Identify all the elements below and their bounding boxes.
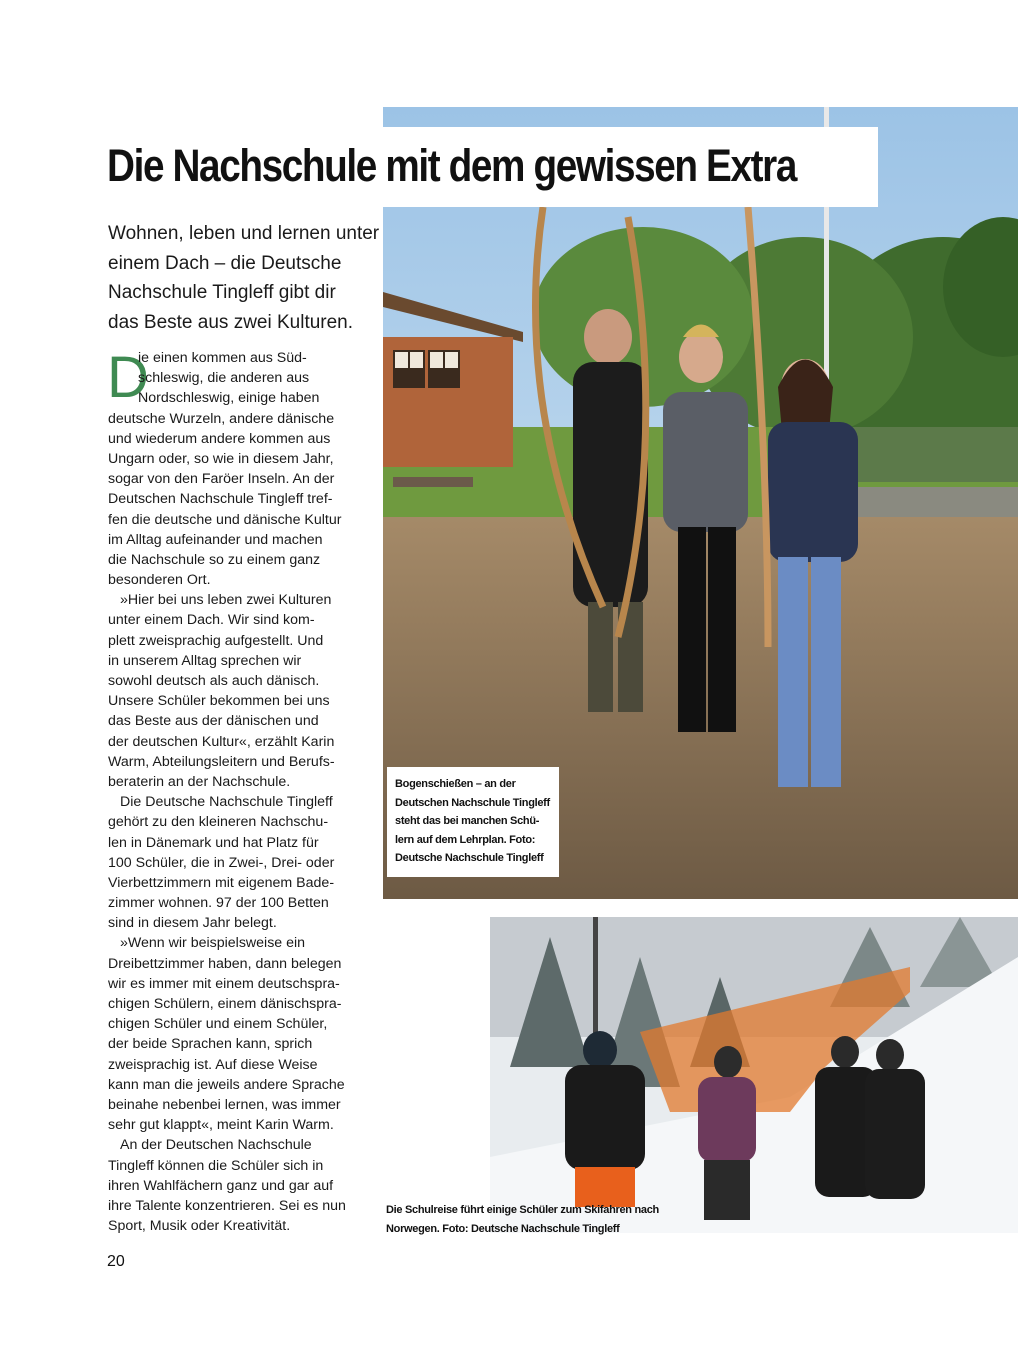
body-line: Warm, Abteilungsleitern und Berufs- — [108, 753, 335, 770]
body-line: sogar von den Faröer Inseln. An der — [108, 471, 335, 488]
caption-line: Norwegen. Foto: Deutsche Nachschule Tingleff — [386, 1222, 620, 1235]
lead-line: Wohnen, leben und lernen unter — [108, 223, 380, 244]
skiing-photo — [490, 917, 1018, 1233]
body-line: Nordschleswig, einige haben — [138, 390, 320, 407]
article-body — [107, 345, 360, 1236]
body-line: plett zweisprachig aufgestellt. Und — [108, 632, 324, 649]
body-line: besonderen Ort. — [108, 572, 211, 589]
body-line: chigen Schülern, einem dänischspra- — [108, 996, 342, 1012]
body-line: Unsere Schüler bekommen bei uns — [108, 693, 330, 710]
body-line: wir es immer mit einem deutschspra- — [108, 975, 340, 992]
caption-line: Deutschen Nachschule Tingleff — [395, 796, 550, 809]
body-line: sind in diesem Jahr belegt. — [108, 915, 277, 932]
body-line: Deutschen Nachschule Tingleff tref- — [108, 491, 333, 508]
body-line: der deutschen Kultur«, erzählt Karin — [108, 733, 335, 750]
drop-cap: D — [107, 345, 149, 410]
body-line: An der Deutschen Nachschule — [120, 1137, 312, 1154]
caption-line: Deutsche Nachschule Tingleff — [395, 852, 544, 864]
body-line: Vierbettzimmern mit eigenem Bade- — [108, 874, 335, 891]
body-line: deutsche Wurzeln, andere dänische — [108, 410, 335, 427]
article-title: Die Nachschule mit dem gewissen Extra — [107, 140, 796, 191]
body-line: der beide Sprachen kann, sprich — [108, 1036, 313, 1053]
body-line: Die Deutsche Nachschule Tingleff — [120, 794, 333, 811]
body-line: kann man die jeweils andere Sprache — [108, 1076, 345, 1093]
body-line: im Alltag aufeinander und machen — [108, 531, 323, 548]
caption-line: steht das bei manchen Schü- — [395, 815, 540, 827]
body-line: Tingleff können die Schüler sich in — [108, 1157, 324, 1174]
lead-line: einem Dach – die Deutsche — [108, 252, 342, 274]
caption-line: Bogenschießen – an der — [395, 778, 516, 790]
body-line: Sport, Musik oder Kreativität. — [108, 1218, 291, 1235]
body-line: Dreibettzimmer haben, dann belegen — [108, 955, 342, 972]
archery-caption — [387, 767, 559, 877]
body-line: fen die deutsche und dänische Kultur — [108, 511, 342, 528]
body-line: sowohl deutsch als auch dänisch. — [108, 673, 320, 689]
body-line: schleswig, die anderen aus — [138, 370, 310, 387]
body-line: in unserem Alltag sprechen wir — [108, 652, 302, 669]
body-line: das Beste aus der dänischen und — [108, 713, 319, 730]
body-line: Ungarn oder, so wie in diesem Jahr, — [108, 450, 334, 467]
body-line: unter einem Dach. Wir sind kom- — [108, 612, 315, 629]
body-line: chigen Schüler und einem Schüler, — [108, 1016, 328, 1033]
body-line: und wiederum andere kommen aus — [108, 430, 331, 447]
body-line: beraterin an der Nachschule. — [108, 773, 291, 790]
body-line: beinahe nebenbei lernen, was immer — [108, 1096, 341, 1113]
article-lead — [108, 219, 378, 337]
body-line: »Wenn wir beispielsweise ein — [120, 935, 306, 952]
skiing-caption — [386, 1201, 686, 1238]
body-line: gehört zu den kleineren Nachschu- — [108, 814, 329, 831]
lead-line: Nachschule Tingleff gibt dir — [108, 282, 336, 303]
body-line: sehr gut klappt«, meint Karin Warm. — [108, 1117, 334, 1134]
body-line: »Hier bei uns leben zwei Kulturen — [120, 592, 332, 609]
body-line: die Nachschule so zu einem ganz — [108, 551, 321, 568]
caption-line: lern auf dem Lehrplan. Foto: — [395, 833, 536, 846]
caption-line: Die Schulreise führt einige Schüler zum Skifahren nach — [386, 1204, 659, 1216]
page-number: 20 — [107, 1253, 125, 1270]
body-line: ihre Talente konzentrieren. Sei es nun — [108, 1197, 346, 1214]
body-line: 100 Schüler, die in Zwei-, Drei- oder — [108, 854, 335, 871]
body-line: ie einen kommen aus Süd- — [138, 350, 307, 366]
body-line: zimmer wohnen. 97 der 100 Betten — [108, 895, 329, 912]
body-line: len in Dänemark und hat Platz für — [108, 834, 319, 851]
body-line: ihren Wahlfächern ganz und gar auf — [108, 1177, 334, 1194]
lead-line: das Beste aus zwei Kulturen. — [108, 311, 354, 333]
body-line: zweisprachig ist. Auf diese Weise — [108, 1056, 318, 1073]
